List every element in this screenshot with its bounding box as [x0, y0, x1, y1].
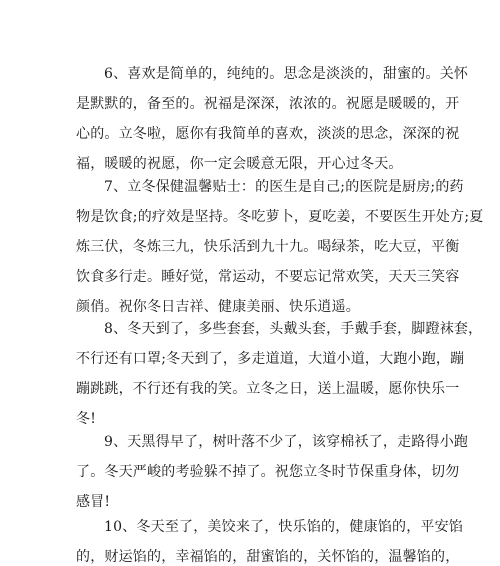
text-line: 7、立冬保健温馨贴士：的医生是自己;的医院是厨房;的药 — [104, 179, 464, 195]
text-line: 8、冬天到了，多些套套，头戴头套，手戴手套，脚蹬袜套， — [104, 321, 483, 337]
text-line: 10、冬天至了，美饺来了，快乐馅的，健康馅的，平安馅 — [104, 519, 464, 535]
paragraph-6 — [76, 59, 469, 179]
text-line: 了。冬天严峻的考验躲不掉了。祝您立冬时节保重身体，切勿 — [76, 464, 460, 480]
text-line: 物是饮食;的疗效是坚持。冬吃萝卜，夏吃姜，不要医生开处方;夏 — [76, 209, 484, 225]
paragraph-8 — [76, 314, 483, 434]
paragraph-9 — [76, 427, 469, 517]
text-line: 是默默的，备至的。祝福是深深，浓浓的。祝愿是暖暖的，开 — [76, 96, 460, 112]
paragraph-10 — [76, 512, 464, 566]
text-line: 不行还有口罩;冬天到了，多走道道，大道小道，大跑小跑，蹦 — [76, 351, 465, 367]
text-line: 9、天黑得早了，树叶落不少了，该穿棉袄了，走路得小跑 — [104, 434, 469, 450]
text-line: 6、喜欢是简单的，纯纯的。思念是淡淡的，甜蜜的。关怀 — [104, 66, 469, 82]
text-line: 心的。立冬啦，愿你有我简单的喜欢，淡淡的思念，深深的祝 — [76, 126, 460, 142]
text-line: 饮食多行走。睡好觉，常运动，不要忘记常欢笑，天天三笑容 — [76, 269, 460, 285]
text-line: 冬! — [76, 411, 97, 427]
text-line: 的，财运馅的，幸福馅的，甜蜜馅的，关怀馅的，温馨馅的， — [76, 549, 460, 565]
text-line: 炼三伏，冬炼三九，快乐活到九十九。喝绿茶，吃大豆，平衡 — [76, 239, 460, 255]
text-line: 感冒! — [76, 494, 111, 510]
text-line: 蹦跳跳，不行还有我的笑。立冬之日，送上温暖，愿你快乐一 — [76, 381, 460, 397]
text-line: 颜俏。祝你冬日吉祥、健康美丽、快乐逍遥。 — [76, 299, 360, 315]
paragraph-7 — [76, 172, 484, 322]
text-line: 福，暖暖的祝愿，你一定会暖意无限，开心过冬天。 — [76, 156, 403, 172]
